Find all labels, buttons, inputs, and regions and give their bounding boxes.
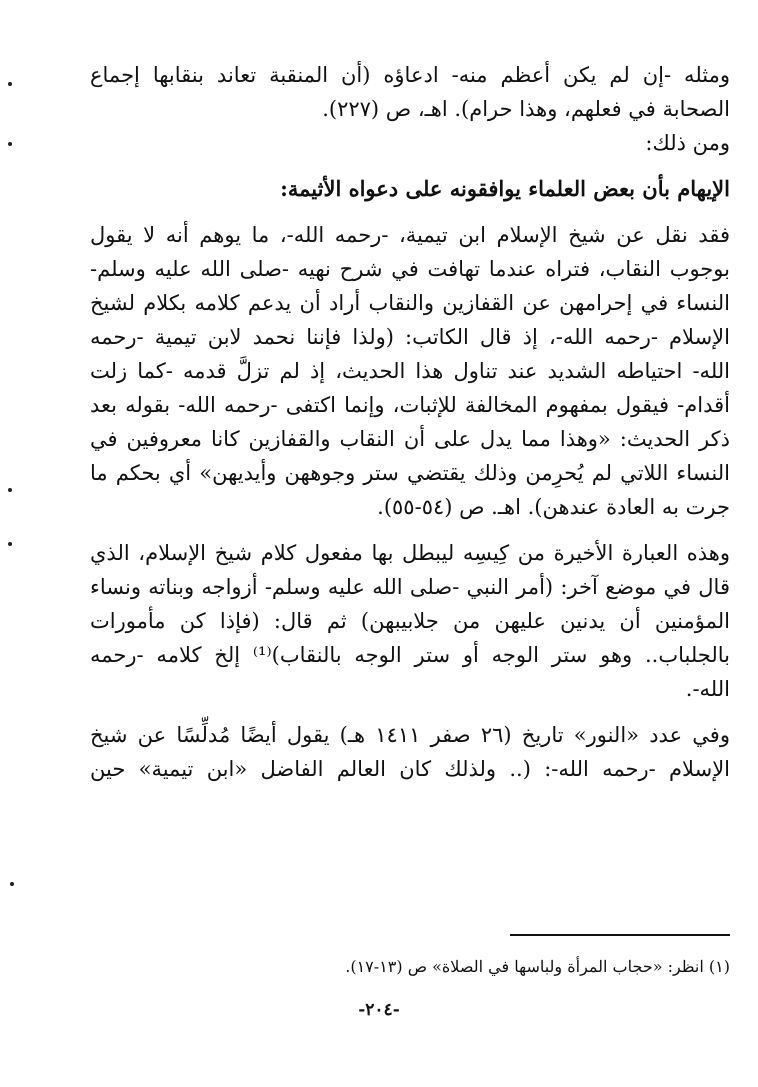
margin-mark — [8, 488, 12, 492]
paragraph-2 — [90, 218, 730, 524]
text-line: الصحابة في فعلهم، وهذا حرام). اهـ، ص (٢٢٧). — [322, 97, 730, 121]
text-line: بوجوب النقاب، فتراه عندما تهافت في شرح نهيه -صلى الله عليه وسلم- — [90, 257, 730, 281]
text-line: قال في موضع آخر: (أمر النبي -صلى الله عليه وسلم- أزواجه وبناته ونساء — [90, 575, 730, 599]
text-line: بالجلباب.. وهو ستر الوجه أو ستر الوجه بالنقاب)⁽¹⁾ إلخ كلامه -رحمه — [90, 643, 731, 667]
text-line: أقدام- فيقول بمفهوم المخالفة للإثبات، وإنما اكتفى -رحمه الله- بقوله بعد — [90, 393, 730, 417]
text-line: النساء في إحرامهن عن القفازين والنقاب أراد أن يدعم كلامه بكلام لشيخ — [90, 291, 730, 315]
text-line: الله- احتياطه الشديد عند تناول هذا الحديث، إذ لم تزلَّ قدمه -كما زلت — [90, 359, 730, 383]
text-line: ذكر الحديث: «وهذا مما يدل على أن النقاب والقفازين كانا معروفين في — [90, 427, 730, 451]
margin-mark — [8, 142, 12, 146]
section-intro: ومن ذلك: — [645, 131, 730, 155]
text-line: وفي عدد «النور» تاريخ (٢٦ صفر ١٤١١ هـ) يقول أيضًا مُدلِّسًا عن شيخ — [90, 723, 730, 747]
footnote-divider — [510, 934, 730, 936]
text-line: ومثله -إن لم يكن أعظم منه- ادعاؤه (أن المنقبة تعاند بنقابها إجماع — [90, 63, 730, 87]
margin-mark — [8, 82, 12, 86]
page-body — [90, 58, 730, 786]
text-line: الله-. — [685, 677, 730, 701]
text-line: المؤمنين أن يدنين عليهن من جلابيبهن) ثم قال: (فإذا كن مأمورات — [90, 609, 730, 633]
footnote: (١) انظر: «حجاب المرأة ولباسها في الصلاة» ص (١٣-١٧). — [345, 957, 730, 976]
text-line: وهذه العبارة الأخيرة من كِيسِه ليبطل بها مفعول كلام شيخ الإسلام، الذي — [90, 541, 730, 565]
page-number: -٢٠٤- — [358, 1000, 400, 1020]
paragraph-3 — [90, 536, 730, 706]
margin-mark — [8, 542, 12, 546]
paragraph-1 — [90, 58, 730, 126]
text-line: النساء اللاتي لم يُحرِمن وذلك يقتضي ستر وجوههن وأيديهن» أي بحكم ما — [90, 461, 730, 485]
text-line: جرت به العادة عندهن). اهـ. ص (٥٤-٥٥). — [377, 495, 730, 519]
margin-mark — [10, 882, 14, 886]
text-line: الإسلام -رحمه الله-، إذ قال الكاتب: (ولذا فإننا نحمد لابن تيمية -رحمه — [90, 325, 730, 349]
text-line: الإسلام -رحمه الله-: (.. ولذلك كان العالم الفاضل «ابن تيمية» حين — [90, 757, 730, 781]
section-heading: الإيهام بأن بعض العلماء يوافقونه على دعواه الأثيمة: — [280, 176, 730, 201]
paragraph-4 — [90, 718, 730, 786]
text-line: فقد نقل عن شيخ الإسلام ابن تيمية، -رحمه الله-، ما يوهم أنه لا يقول — [90, 223, 730, 247]
